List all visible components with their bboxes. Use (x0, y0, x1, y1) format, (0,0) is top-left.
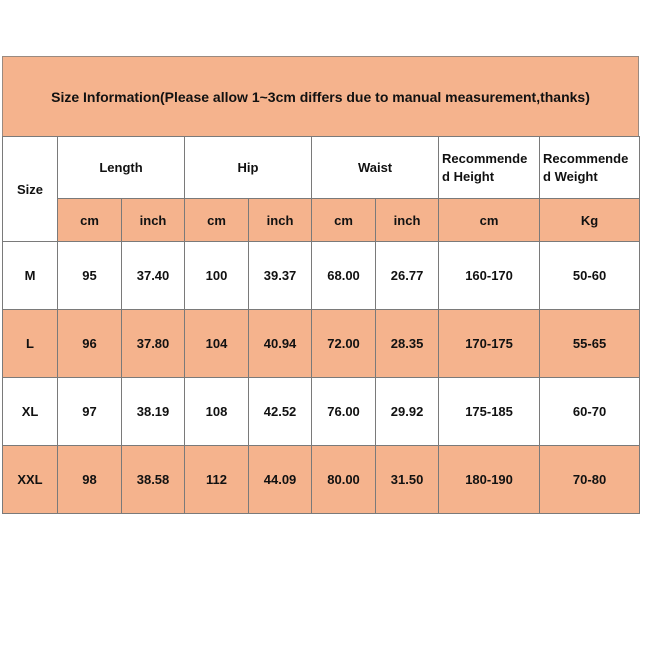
size-cell: XL (3, 378, 58, 446)
size-cell: XXL (3, 446, 58, 514)
waist-cm-cell: 80.00 (312, 446, 376, 514)
recommended-weight-line1: Recommende (543, 150, 629, 166)
hip-inch-cell: 44.09 (249, 446, 312, 514)
recommended-height-header (439, 137, 540, 199)
waist-cm-unit: cm (312, 199, 376, 242)
length-cm-cell: 98 (58, 446, 122, 514)
hip-inch-unit: inch (249, 199, 312, 242)
recommended-height-line2: d Height (442, 168, 495, 184)
weight-cell: 50-60 (540, 242, 640, 310)
size-chart-title: Size Information(Please allow 1~3cm differs due to manual measurement,thanks) (2, 56, 639, 136)
hip-inch-cell: 40.94 (249, 310, 312, 378)
table-row (3, 310, 640, 378)
hip-cm-unit: cm (185, 199, 249, 242)
height-cell: 180-190 (439, 446, 540, 514)
size-cell: L (3, 310, 58, 378)
waist-inch-cell: 29.92 (376, 378, 439, 446)
waist-inch-cell: 26.77 (376, 242, 439, 310)
length-inch-cell: 37.80 (122, 310, 185, 378)
recommended-height-line1: Recommende (442, 150, 528, 166)
hip-cm-cell: 108 (185, 378, 249, 446)
height-unit: cm (439, 199, 540, 242)
length-cm-cell: 95 (58, 242, 122, 310)
waist-header: Waist (312, 137, 439, 199)
table-row (3, 446, 640, 514)
unit-row (3, 199, 640, 242)
length-inch-unit: inch (122, 199, 185, 242)
hip-cm-cell: 112 (185, 446, 249, 514)
waist-inch-cell: 31.50 (376, 446, 439, 514)
header-row (3, 137, 640, 199)
size-header: Size (3, 137, 58, 242)
waist-cm-cell: 76.00 (312, 378, 376, 446)
length-header: Length (58, 137, 185, 199)
recommended-weight-line2: d Weight (543, 168, 598, 184)
waist-cm-cell: 68.00 (312, 242, 376, 310)
height-cell: 175-185 (439, 378, 540, 446)
table-row (3, 242, 640, 310)
height-cell: 170-175 (439, 310, 540, 378)
table-row (3, 378, 640, 446)
length-inch-cell: 37.40 (122, 242, 185, 310)
length-cm-cell: 97 (58, 378, 122, 446)
hip-inch-cell: 42.52 (249, 378, 312, 446)
weight-unit: Kg (540, 199, 640, 242)
weight-cell: 60-70 (540, 378, 640, 446)
weight-cell: 55-65 (540, 310, 640, 378)
size-cell: M (3, 242, 58, 310)
hip-cm-cell: 100 (185, 242, 249, 310)
height-cell: 160-170 (439, 242, 540, 310)
waist-inch-unit: inch (376, 199, 439, 242)
length-cm-cell: 96 (58, 310, 122, 378)
hip-header: Hip (185, 137, 312, 199)
length-inch-cell: 38.19 (122, 378, 185, 446)
length-inch-cell: 38.58 (122, 446, 185, 514)
size-chart (2, 56, 639, 514)
weight-cell: 70-80 (540, 446, 640, 514)
length-cm-unit: cm (58, 199, 122, 242)
waist-inch-cell: 28.35 (376, 310, 439, 378)
hip-cm-cell: 104 (185, 310, 249, 378)
hip-inch-cell: 39.37 (249, 242, 312, 310)
size-table (2, 136, 640, 514)
waist-cm-cell: 72.00 (312, 310, 376, 378)
recommended-weight-header (540, 137, 640, 199)
